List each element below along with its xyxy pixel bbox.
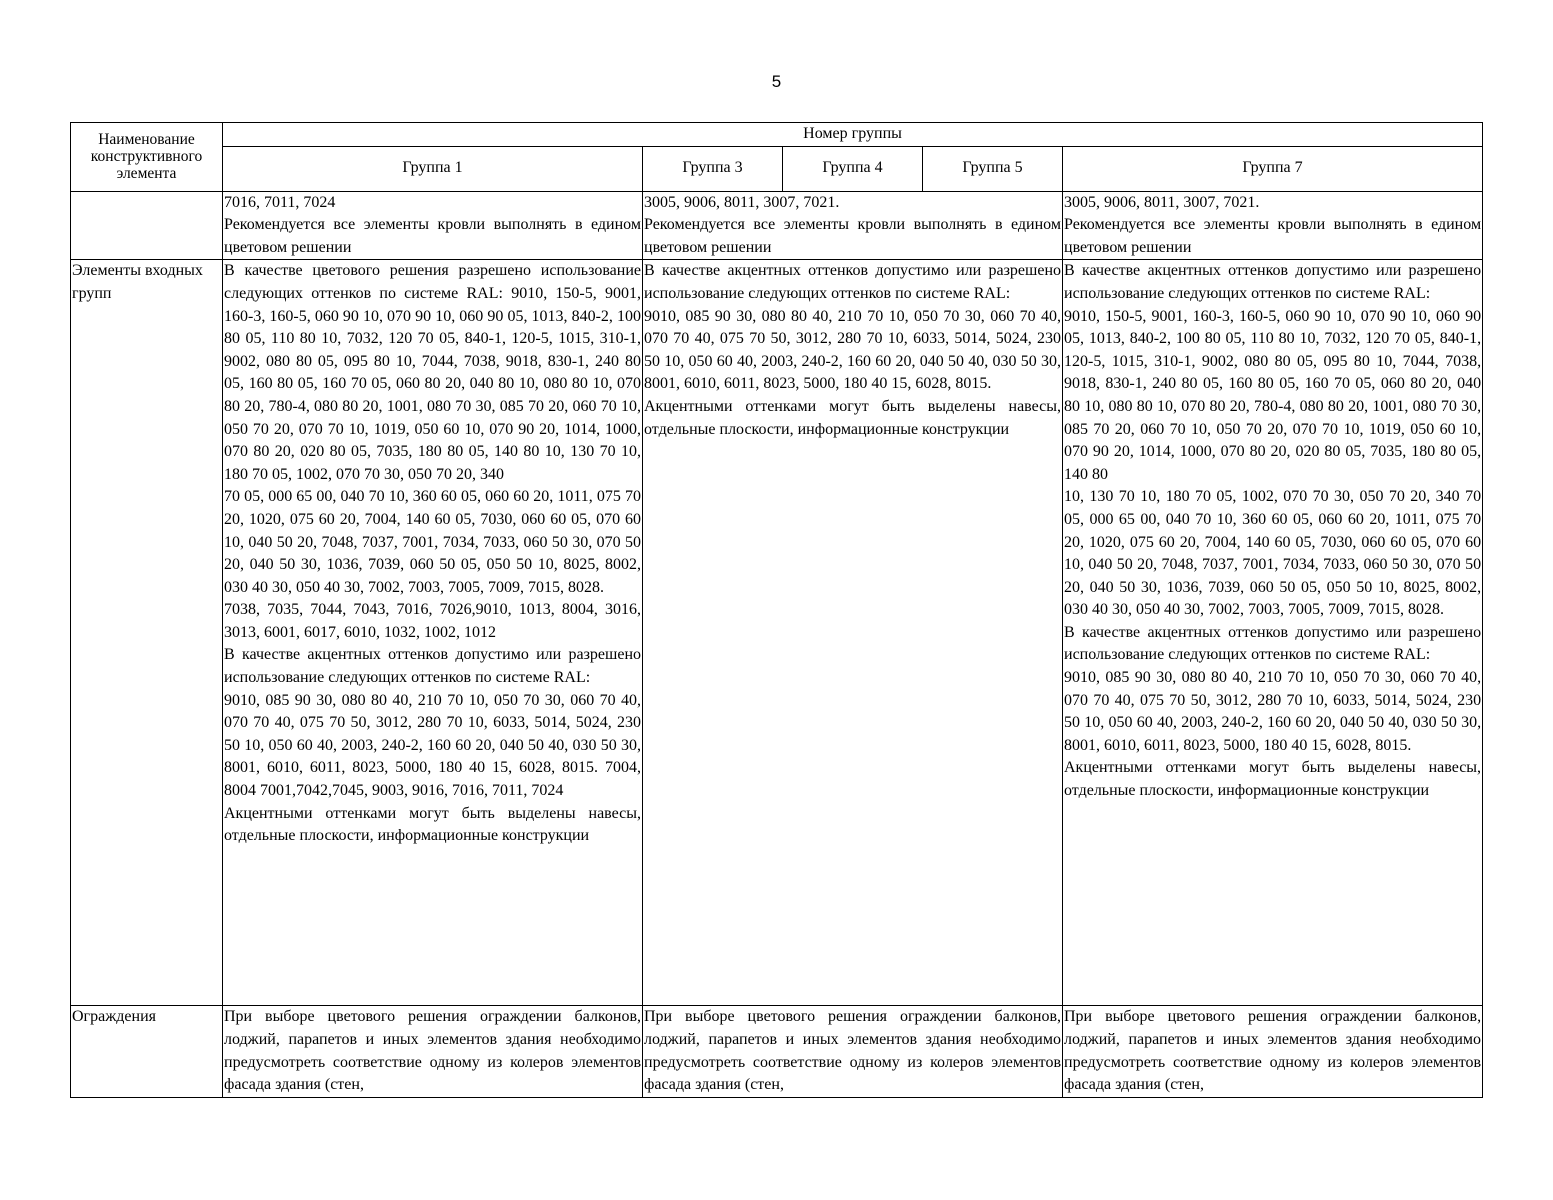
header-group-7: Группа 7 bbox=[1063, 146, 1483, 191]
header-group-1: Группа 1 bbox=[223, 146, 643, 191]
row-name: Элементы входных групп bbox=[71, 260, 223, 1006]
cell-text: При выборе цветового решения ограждении балконов, лоджий, парапетов и иных элементов здания необходимо предусмотреть соответствие одному из колеров элементов фасада здания (стен, bbox=[644, 1008, 1061, 1094]
header-group-4: Группа 4 bbox=[783, 146, 923, 191]
cell-groups-3-5 bbox=[643, 260, 1063, 1006]
table-row bbox=[71, 260, 1483, 1006]
cell-text: 9010, 085 90 30, 080 80 40, 210 70 10, 050 70 30, 060 70 40, 070 70 40, 075 70 50, 3012, 280 70 10, 6033, 5014, 5024, 230 50 10, 050 60 40, 2003, 240-2, 160 60 20, 040 50 40, 030 50 30, 8001, 6010, 6011, 8023, 5000, 180 40 15, 6028, 8015. bbox=[1064, 669, 1482, 754]
cell-group-1 bbox=[223, 191, 643, 260]
cell-text: В качестве акцентных оттенков допустимо или разрешено использование следующих оттенков по системе RAL: bbox=[1064, 262, 1482, 302]
cell-text: Акцентными оттенками могут быть выделены навесы, отдельные плоскости, информационные конструкции bbox=[224, 804, 641, 845]
header-row-top bbox=[71, 123, 1483, 147]
cell-groups-3-5 bbox=[643, 191, 1063, 260]
cell-text: 3005, 9006, 8011, 3007, 7021. bbox=[1064, 193, 1260, 211]
row-name: Ограждения bbox=[71, 1006, 223, 1097]
cell-text: Рекомендуется все элементы кровли выполнять в едином цветовом решении bbox=[644, 216, 1061, 256]
cell-group-7 bbox=[1063, 191, 1483, 260]
table-row bbox=[71, 191, 1483, 260]
header-element-name: Наименование конструктивного элемента bbox=[71, 123, 223, 192]
cell-group-1 bbox=[223, 260, 643, 1006]
cell-text: 70 05, 000 65 00, 040 70 10, 360 60 05, 060 60 20, 1011, 075 70 20, 1020, 075 60 20, 7004, 140 60 05, 7030, 060 60 05, 070 60 10, 040 50 20, 7048, 7037, 7001, 7034, 7033, 060 50 30, 070 50 20, 040 50 30, 1036, 7039, 060 50 05, 050 50 10, 8025, 8002, 030 40 30, 050 40 30, 7002, 7003, 7005, 7009, 7015, 8028. bbox=[224, 488, 641, 596]
cell-text: Акцентными оттенками могут быть выделены навесы, отдельные плоскости, информационные конструкции bbox=[644, 397, 1061, 438]
header-row-groups bbox=[71, 146, 1483, 191]
color-scheme-table bbox=[70, 122, 1483, 1098]
cell-group-7 bbox=[1063, 260, 1483, 1006]
cell-text: При выборе цветового решения ограждении балконов, лоджий, парапетов и иных элементов здания необходимо предусмотреть соответствие одному из колеров элементов фасада здания (стен, bbox=[224, 1008, 641, 1094]
cell-text: Акцентными оттенками могут быть выделены навесы, отдельные плоскости, информационные конструкции bbox=[1064, 759, 1482, 800]
header-group-number: Номер группы bbox=[223, 123, 1483, 147]
cell-text: 9010, 150-5, 9001, 160-3, 160-5, 060 90 10, 070 90 10, 060 90 05, 1013, 840-2, 100 80 05, 110 80 10, 7032, 120 70 05, 840-1, 120-5, 1015, 310-1, 9002, 080 80 05, 095 80 10, 7044, 7038, 9018, 830-1, 240 80 05, 160 80 05, 160 70 05, 060 80 20, 040 80 10, 080 80 10, 070 80 20, 780-4, 080 80 20, 1001, 080 70 30, 085 70 20, 060 70 10, 050 70 20, 070 70 10, 1019, 050 60 10, 070 90 20, 1014, 1000, 070 80 20, 020 80 05, 7035, 180 80 05, 140 80 bbox=[1064, 307, 1482, 483]
table-row bbox=[71, 1006, 1483, 1097]
cell-text: В качестве акцентных оттенков допустимо или разрешено использование следующих оттенков по системе RAL: bbox=[1064, 623, 1482, 664]
cell-text: Рекомендуется все элементы кровли выполнять в едином цветовом решении bbox=[224, 216, 641, 256]
cell-text: 10, 130 70 10, 180 70 05, 1002, 070 70 30, 050 70 20, 340 70 05, 000 65 00, 040 70 10, 360 60 05, 060 60 20, 1011, 075 70 20, 1020, 075 60 20, 7004, 140 60 05, 7030, 060 60 05, 070 60 10, 040 50 20, 7048, 7037, 7001, 7034, 7033, 060 50 30, 070 50 20, 040 50 30, 1036, 7039, 060 50 05, 050 50 10, 8025, 8002, 030 40 30, 050 40 30, 7002, 7003, 7005, 7009, 7015, 8028. bbox=[1064, 488, 1482, 619]
row-name bbox=[71, 191, 223, 260]
cell-text: 7016, 7011, 7024 bbox=[224, 193, 336, 211]
cell-text: В качестве цветового решения разрешено использование следующих оттенков по системе RAL: 9010, 150-5, 9001, 160-3, 160-5, 060 90 10, 070 90 10, 060 90 05, 1013, 840-2, 100 80 05, 110 80 10, 7032, 120 70 05, 840-1, 120-5, 1015, 310-1, 9002, 080 80 05, 095 80 10, 7044, 7038, 9018, 830-1, 240 80 05, 160 80 05, 160 70 05, 060 80 20, 040 80 10, 080 80 10, 070 80 20, 780-4, 080 80 20, 1001, 080 70 30, 085 70 20, 060 70 10, 050 70 20, 070 70 10, 1019, 050 60 10, 070 90 20, 1014, 1000, 070 80 20, 020 80 05, 7035, 180 80 05, 140 80 10, 130 70 10, 180 70 05, 1002, 070 70 30, 050 70 20, 340 bbox=[224, 262, 641, 483]
cell-text: 9010, 085 90 30, 080 80 40, 210 70 10, 050 70 30, 060 70 40, 070 70 40, 075 70 50, 3012, 280 70 10, 6033, 5014, 5024, 230 50 10, 050 60 40, 2003, 240-2, 160 60 20, 040 50 40, 030 50 30, 8001, 6010, 6011, 8023, 5000, 180 40 15, 6028, 8015. 7004, 8004 7001,7042,7045, 9003, 9016, 7016, 7011, 7024 bbox=[224, 691, 641, 800]
header-group-5: Группа 5 bbox=[923, 146, 1063, 191]
cell-text: 9010, 085 90 30, 080 80 40, 210 70 10, 050 70 30, 060 70 40, 070 70 40, 075 70 50, 3012, 280 70 10, 6033, 5014, 5024, 230 50 10, 050 60 40, 2003, 240-2, 160 60 20, 040 50 40, 030 50 30, 8001, 6010, 6011, 8023, 5000, 180 40 15, 6028, 8015. bbox=[644, 307, 1061, 393]
cell-text: 3005, 9006, 8011, 3007, 7021. bbox=[644, 193, 840, 211]
cell-group-1 bbox=[223, 1006, 643, 1097]
cell-text: 7038, 7035, 7044, 7043, 7016, 7026,9010, 1013, 8004, 3016, 3013, 6001, 6017, 6010, 1032, 1002, 1012 bbox=[224, 601, 641, 641]
cell-group-7 bbox=[1063, 1006, 1483, 1097]
cell-groups-3-5 bbox=[643, 1006, 1063, 1097]
page-number: 5 bbox=[771, 72, 782, 91]
header-group-3: Группа 3 bbox=[643, 146, 783, 191]
cell-text: В качестве акцентных оттенков допустимо или разрешено использование следующих оттенков по системе RAL: bbox=[224, 646, 641, 687]
cell-text: При выборе цветового решения ограждении балконов, лоджий, парапетов и иных элементов здания необходимо предусмотреть соответствие одному из колеров элементов фасада здания (стен, bbox=[1064, 1008, 1482, 1094]
cell-text: В качестве акцентных оттенков допустимо или разрешено использование следующих оттенков по системе RAL: bbox=[644, 262, 1061, 302]
cell-text: Рекомендуется все элементы кровли выполнять в едином цветовом решении bbox=[1064, 216, 1482, 256]
